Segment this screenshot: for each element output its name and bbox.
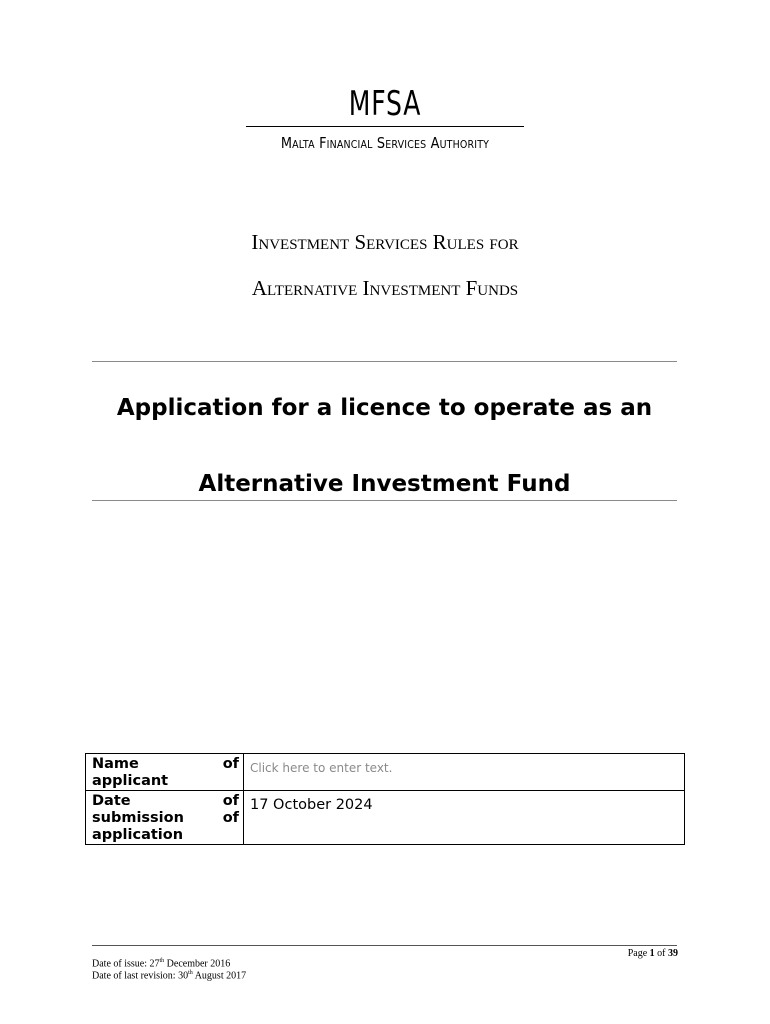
date-of-last-revision [92, 970, 246, 981]
submission-date-value[interactable]: 17 October 2024 [250, 797, 373, 813]
logo-divider [246, 126, 524, 127]
table-row [86, 791, 685, 845]
label-word: Name [92, 756, 139, 772]
page-number [628, 948, 678, 959]
footer-divider [92, 945, 677, 946]
date-of-submission-field[interactable] [244, 791, 685, 845]
table-row [86, 754, 685, 791]
title-divider-bottom [92, 500, 677, 501]
title-divider-top [92, 361, 677, 362]
date-of-issue [92, 958, 230, 969]
revision-prefix: Date of last revision: 30 [92, 970, 189, 982]
label-word: submission [92, 810, 184, 826]
name-placeholder[interactable]: Click here to enter text. [250, 761, 393, 775]
rules-title-line1: Investment Services Rules for [251, 230, 519, 254]
name-of-applicant-label [86, 754, 244, 791]
name-of-applicant-field[interactable] [244, 754, 685, 791]
mfsa-logo [246, 84, 524, 152]
label-word: applicant [92, 773, 169, 789]
revision-sup: th [188, 970, 193, 976]
page-prefix: Page [627, 948, 648, 959]
rules-title-line2: Alternative Investment Funds [251, 276, 519, 300]
label-word: of [222, 810, 239, 826]
label-word: of [222, 793, 239, 809]
logo-mark: MFSA [348, 84, 422, 124]
issue-rest: December 2016 [164, 958, 231, 970]
label-word: application [92, 827, 184, 843]
page-current: 1 [649, 948, 655, 959]
page-of: of [657, 948, 666, 959]
applicant-info-table [85, 753, 685, 845]
date-of-submission-label [86, 791, 244, 845]
label-word: Date [92, 793, 131, 809]
application-title-line1: Application for a licence to operate as an [116, 395, 653, 421]
logo-subtitle: Malta Financial Services Authority [280, 134, 490, 152]
application-title-line2: Alternative Investment Fund [198, 471, 571, 497]
issue-sup: th [159, 958, 165, 964]
revision-rest: August 2017 [192, 970, 247, 982]
issue-prefix: Date of issue: 27 [92, 958, 160, 970]
page-total: 39 [668, 948, 678, 959]
label-word: of [222, 756, 239, 772]
